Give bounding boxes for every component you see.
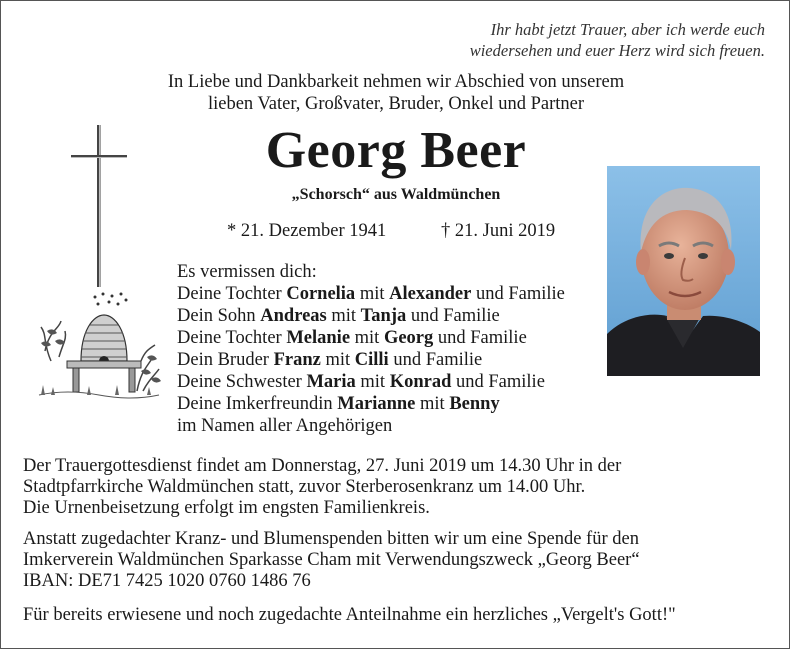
mourner-name: Maria: [306, 372, 356, 392]
quote-line-2: wiedersehen und euer Herz wird sich freuen.: [469, 41, 765, 60]
mourner-text: Dein Sohn: [177, 306, 261, 326]
mourner-text: und Familie: [433, 328, 527, 348]
nickname-line: „Schorsch“ aus Waldmünchen: [291, 186, 501, 203]
service-line-3: Die Urnenbeisetzung erfolgt im engsten Familienkreis.: [23, 498, 430, 518]
mourner-name: Cilli: [354, 350, 389, 370]
mourner-text: mit: [326, 306, 361, 326]
intro-line-1: In Liebe und Dankbarkeit nehmen wir Abschied von unserem: [167, 72, 625, 92]
mourner-text: und Familie: [451, 372, 545, 392]
birth-date: * 21. Dezember 1941: [227, 221, 387, 241]
mourner-text: und Familie: [388, 350, 483, 370]
cross-icon: [71, 125, 127, 287]
mourners-heading: Es vermissen dich:: [177, 262, 317, 282]
quote-line-1: Ihr habt jetzt Trauer, aber ich werde euch: [490, 20, 765, 39]
mourner-name: Konrad: [389, 372, 452, 392]
mourner-line: [177, 349, 565, 371]
mourner-name: Cornelia: [286, 284, 356, 304]
mourner-name: Georg: [383, 328, 434, 348]
service-line-1: Der Trauergottesdienst findet am Donnerstag, 27. Juni 2019 um 14.30 Uhr in der: [23, 456, 622, 476]
mourner-text: Deine Schwester: [177, 372, 307, 392]
mourner-text: mit: [415, 394, 450, 414]
bible-quote: [470, 19, 765, 61]
iban-line: IBAN: DE71 7425 1020 0760 1486 76: [23, 571, 311, 591]
mourner-name: Benny: [449, 394, 500, 414]
donation-line-2: Imkerverein Waldmünchen Sparkasse Cham mit Verwendungszweck „Georg Beer“: [23, 550, 640, 570]
mourner-text: mit: [320, 350, 355, 370]
mourner-name: Franz: [273, 350, 321, 370]
mourners-list: [177, 261, 565, 437]
intro-line-2: lieben Vater, Großvater, Bruder, Onkel und Partner: [207, 94, 585, 114]
deceased-name: Georg Beer: [265, 122, 527, 179]
mourners-closing: im Namen aller Angehörigen: [177, 416, 393, 436]
mourner-name: Melanie: [286, 328, 351, 348]
mourner-text: und Familie: [471, 284, 565, 304]
mourner-text: Deine Imkerfreundin: [177, 394, 338, 414]
mourner-text: Deine Tochter: [177, 328, 287, 348]
mourner-text: mit: [350, 328, 384, 348]
beehive-illustration: [37, 291, 161, 399]
mourner-text: Dein Bruder: [177, 350, 274, 370]
death-date: † 21. Juni 2019: [441, 221, 556, 241]
intro-text: [1, 71, 790, 115]
donation-line-1: Anstatt zugedachter Kranz- und Blumenspenden bitten wir um eine Spende für den: [23, 529, 639, 549]
mourner-name: Marianne: [337, 394, 416, 414]
mourner-line: [177, 371, 565, 393]
mourner-text: und Familie: [406, 306, 500, 326]
mourner-lines: [177, 283, 565, 415]
service-info: [23, 456, 773, 519]
mourner-text: mit: [355, 372, 390, 392]
mourner-text: Deine Tochter: [177, 284, 287, 304]
mourner-name: Tanja: [360, 306, 407, 326]
mourner-line: [177, 283, 565, 305]
mourner-line: [177, 327, 565, 349]
thanks-line: Für bereits erwiesene und noch zugedachte Anteilnahme ein herzliches „Vergelt's Gott!": [23, 605, 676, 625]
mourner-line: [177, 305, 565, 327]
mourner-text: mit: [355, 284, 390, 304]
service-line-2: Stadtpfarrkirche Waldmünchen statt, zuvor Sterberosenkranz um 14.00 Uhr.: [23, 477, 586, 497]
mourner-name: Andreas: [260, 306, 327, 326]
mourner-name: Alexander: [389, 284, 472, 304]
portrait-photo: [607, 166, 760, 376]
donation-info: [23, 529, 773, 592]
mourner-line: [177, 393, 565, 415]
